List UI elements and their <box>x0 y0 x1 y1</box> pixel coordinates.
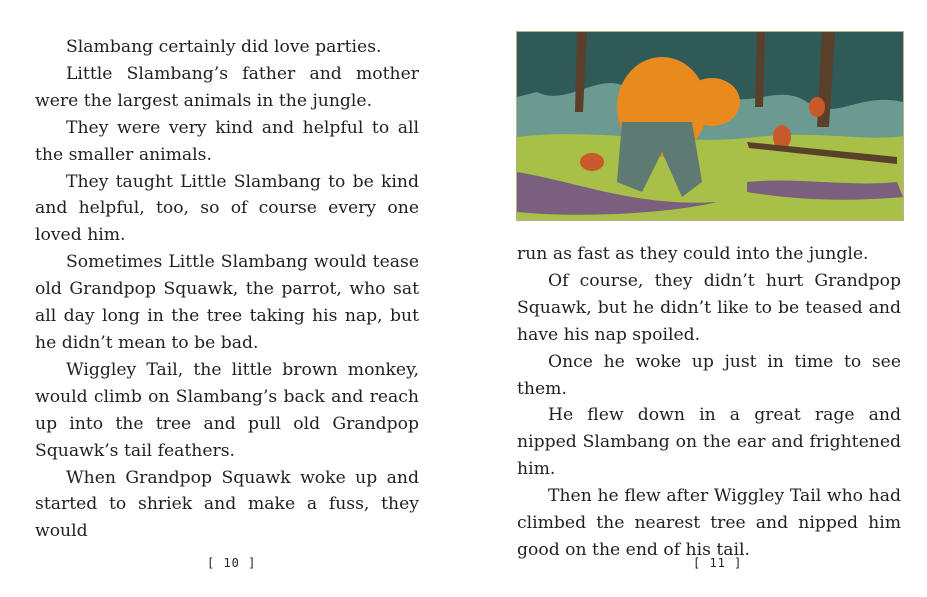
page-number-right: [ 11 ] <box>693 556 743 570</box>
paragraph: Of course, they didn’t hurt Grandpop Squawk, but he didn’t like to be teased and have his nap spoiled. <box>517 270 901 345</box>
right-page-text <box>517 241 901 564</box>
paragraph: Little Slambang’s father and mother were the largest animals in the jungle. <box>35 63 419 111</box>
page-number-left: [ 10 ] <box>207 556 257 570</box>
right-page <box>463 0 927 597</box>
paragraph: Once he woke up just in time to see them. <box>517 351 901 399</box>
paragraph: Then he flew after Wiggley Tail who had climbed the nearest tree and nipped him good on the end of his tail. <box>517 486 901 560</box>
left-page <box>0 0 463 597</box>
paragraph: He flew down in a great rage and nipped Slambang on the ear and frightened him. <box>517 405 901 480</box>
paragraph: Wiggley Tail, the little brown monkey, would climb on Slambang’s back and reach up into the tree and pull old Grandpop Squawk’s tail feathers. <box>35 359 419 461</box>
illustration <box>516 31 904 221</box>
paragraph: They were very kind and helpful to all the smaller animals. <box>35 117 419 165</box>
paragraph: run as fast as they could into the jungle. <box>517 244 869 264</box>
paragraph: When Grandpop Squawk woke up and started to shriek and make a fuss, they would <box>35 467 419 542</box>
illustration-elephant-head <box>684 78 740 126</box>
paragraph: Sometimes Little Slambang would tease old Grandpop Squawk, the parrot, who sat all day long in the tree taking his nap, but he didn’t mean to be bad. <box>35 252 419 353</box>
paragraph: They taught Little Slambang to be kind and helpful, too, so of course every one loved him. <box>35 171 419 246</box>
illustration-parrot <box>809 97 825 117</box>
paragraph: Slambang certainly did love parties. <box>66 37 382 57</box>
left-page-text <box>35 34 419 545</box>
illustration-monkey <box>580 153 604 171</box>
